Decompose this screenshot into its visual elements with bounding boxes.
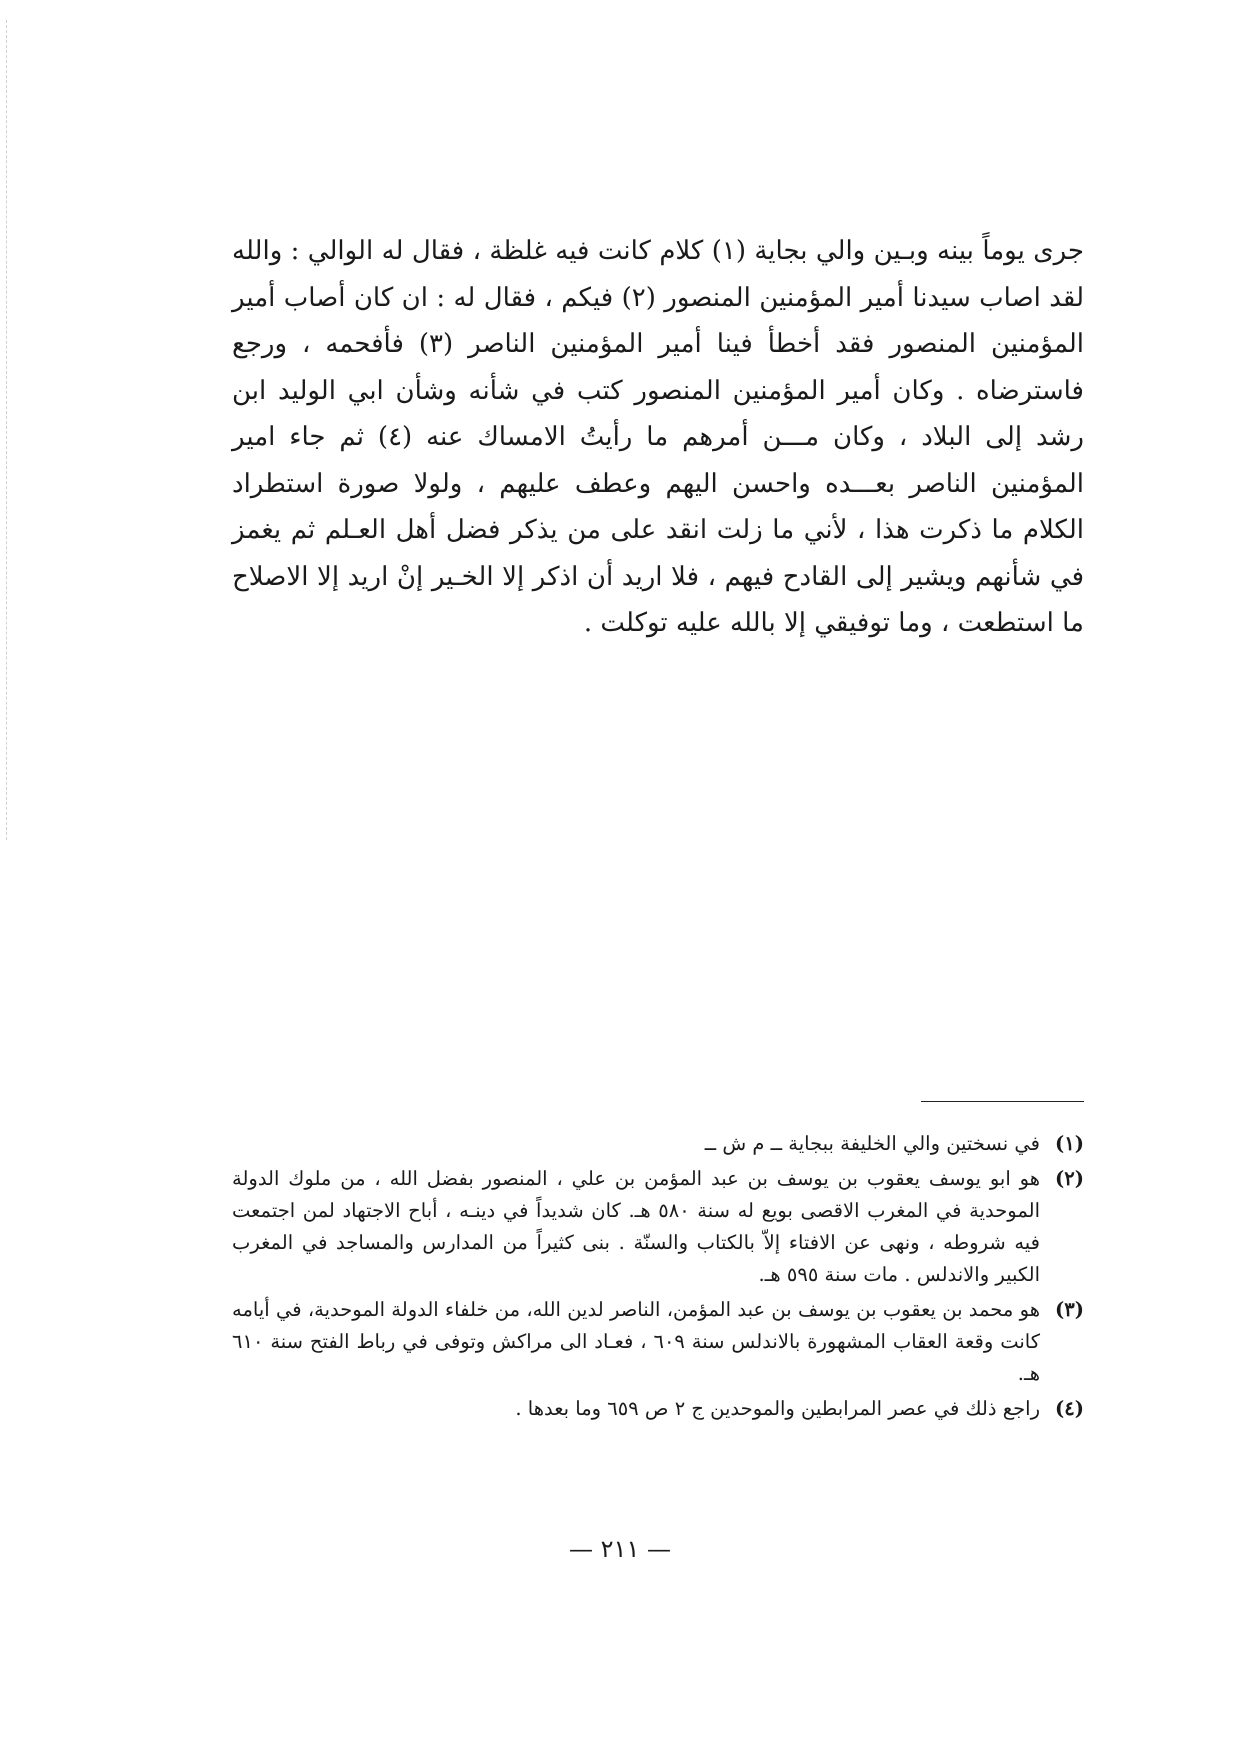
scan-edge-marks <box>6 20 9 840</box>
footnote-text: راجع ذلك في عصر المرابطين والموحدين ج ٢ ص ٦٥٩ وما بعدها . <box>515 1397 1040 1420</box>
footnote-text: هو ابو يوسف يعقوب بن يوسف بن عبد المؤمن بن علي ، المنصور بفضل الله ، من ملوك الدولة الموحدية في المغرب الاقصى بويع له سنة ٥٨٠ هـ. كان شديداً في دينـه ، أباح الاجتهاد لمن اجتمعت فيه شروطه ، ونهى عن الافتاء إلاّ بالكتاب والسنّة . بنى كثيراً من المدارس والمساجد في المغرب الكبير والاندلس . مات سنة ٥٩٥ هـ. <box>232 1167 1040 1286</box>
footnote-text: في نسختين والي الخليفة ببجاية ــ م ش ــ <box>704 1132 1040 1155</box>
footnote-1 <box>232 1128 1084 1160</box>
page-number: — ٢١١ — <box>569 1535 671 1563</box>
footnote-text: هو محمد بن يعقوب بن يوسف بن عبد المؤمن، الناصر لدين الله، من خلفاء الدولة الموحدية، في أيامه كانت وقعة العقاب المشهورة بالاندلس سنة ٦٠٩ ، فعـاد الى مراكش وتوفى في رباط الفتح سنة ٦١٠ هـ. <box>232 1298 1040 1385</box>
main-paragraph: جرى يوماً بينه وبـين والي بجاية (١) كلام كانت فيه غلظة ، فقال له الوالي : والله لقد اصاب سيدنا أمير المؤمنين المنصور (٢) فيكم ، فقال له : ان كان أصاب أمير المؤمنين المنصور فقد أخطأ فينا أمير المؤمنين الناصر (٣) فأفحمه ، ورجع فاسترضاه . وكان أمير المؤمنين المنصور كتب في شأنه وشأن ابي الوليد ابن رشد إلى البلاد ، وكان مـــن أمرهم ما رأيتُ الامساك عنه (٤) ثم جاء امير المؤمنين الناصر بعـــده واحسن اليهم وعطف عليهم ، ولولا صورة استطراد الكلام ما ذكرت هذا ، لأني ما زلت انقد على من يذكر فضل أهل العـلم ثم يغمز في شأنهم ويشير إلى القادح فيهم ، فلا اريد أن اذكر إلا الخـير إنْ اريد إلا الاصلاح ما استطعت ، وما توفيقي إلا بالله عليه توكلت . <box>232 236 1084 638</box>
footnote-number: (٣) <box>1055 1298 1084 1321</box>
footnotes-block <box>232 1128 1084 1428</box>
footnote-2 <box>232 1163 1084 1291</box>
footnote-number: (٢) <box>1055 1167 1084 1190</box>
footnote-number: (٤) <box>1055 1397 1084 1420</box>
footnote-separator <box>921 1101 1084 1102</box>
footnote-4 <box>232 1393 1084 1425</box>
main-text-block <box>232 228 1084 647</box>
footnote-number: (١) <box>1055 1132 1084 1155</box>
footnote-3 <box>232 1294 1084 1390</box>
